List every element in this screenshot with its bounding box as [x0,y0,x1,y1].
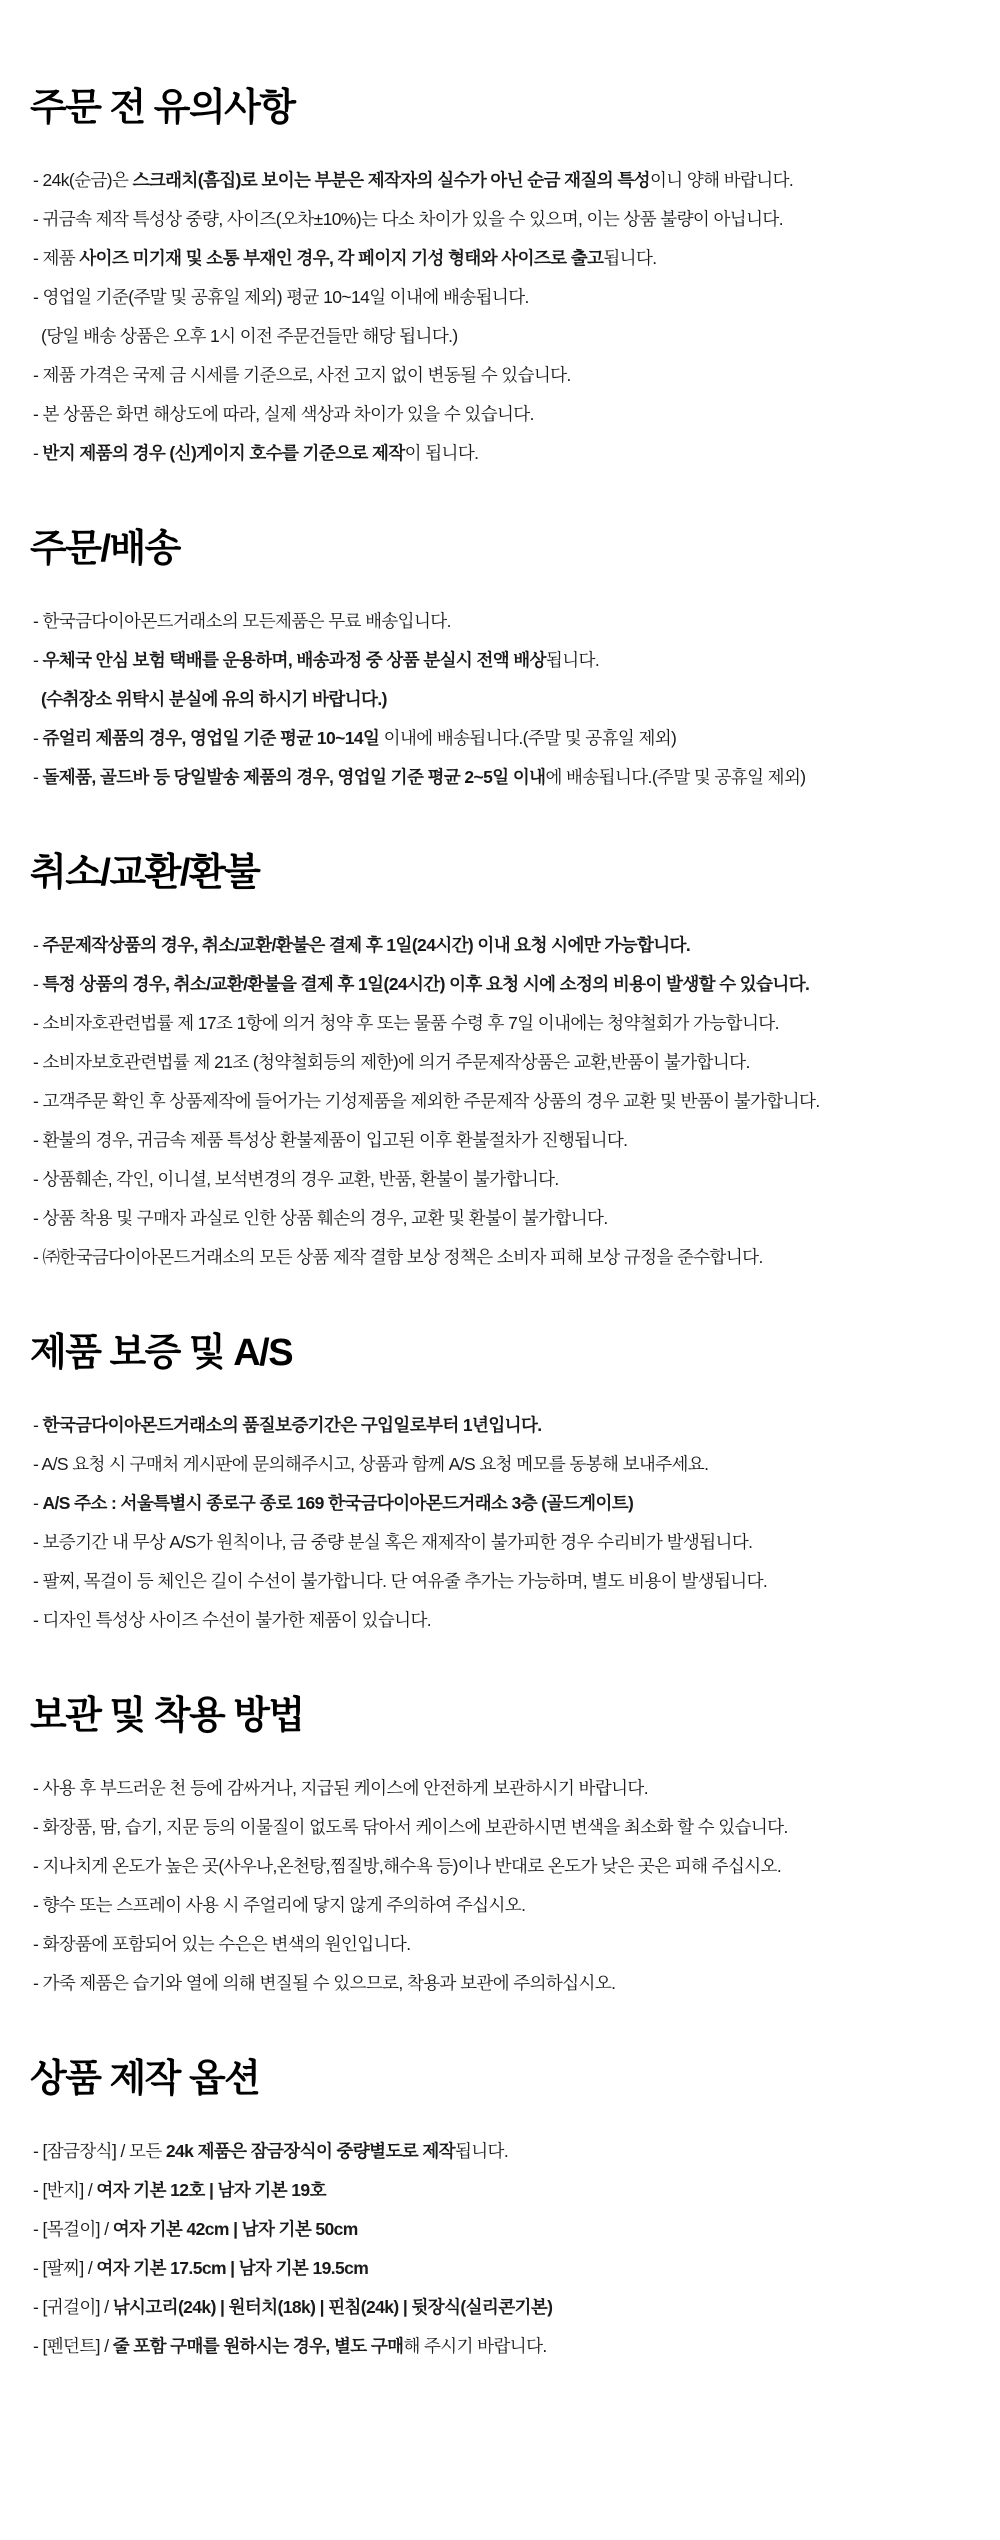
text-run: - A/S 요청 시 구매처 게시판에 문의해주시고, 상품과 함께 A/S 요청 메모를 동봉해 보내주세요. [33,1454,709,1474]
text-run: - 팔찌, 목걸이 등 체인은 길이 수선이 불가합니다. 단 여유줄 추가는 가능하며, 별도 비용이 발생됩니다. [33,1571,768,1591]
text-run: - [33,1493,43,1513]
notice-line [33,1206,980,1230]
notice-line [33,1932,980,1956]
notice-line [33,2178,980,2202]
emphasized-text-run: 쥬얼리 제품의 경우, 영업일 기준 평균 10~14일 [42,728,380,748]
notice-line [33,1893,980,1917]
text-run: - 상품훼손, 각인, 이니셜, 보석변경의 경우 교환, 반품, 환불이 불가합니다. [33,1169,559,1189]
notice-line [33,363,980,387]
notice-line [33,609,980,633]
text-run: - 사용 후 부드러운 천 등에 감싸거나, 지급된 케이스에 안전하게 보관하시기 바랍니다. [33,1778,649,1798]
notice-line [33,1128,980,1152]
text-run: (당일 배송 상품은 오후 1시 이전 주문건들만 해당 됩니다.) [41,326,458,346]
text-run: - 보증기간 내 무상 A/S가 원칙이나, 금 중량 분실 혹은 재제작이 불가피한 경우 수리비가 발생됩니다. [33,1532,753,1552]
notice-section-pre-order-notes [30,86,980,465]
notice-sections-root [30,86,980,2358]
text-run: 이 됩니다. [404,443,479,463]
text-run: - 환불의 경우, 귀금속 제품 특성상 환불제품이 입고된 이후 환불절차가 진행됩니다. [33,1130,628,1150]
text-run: 에 배송됩니다.(주말 및 공휴일 제외) [545,767,806,787]
emphasized-text-run: 사이즈 미기재 및 소통 부재인 경우, 각 페이지 기성 형태와 사이즈로 출고 [79,248,604,268]
notice-line [33,285,980,309]
text-run: - [33,650,43,670]
emphasized-text-run: 특정 상품의 경우, 취소/교환/환불을 결제 후 1일(24시간) 이후 요청 시에 소정의 비용이 발생할 수 있습니다. [42,974,810,994]
text-run: - [33,935,43,955]
text-run: 됩니다. [545,650,600,670]
notice-section-product-options [30,2057,980,2358]
notice-line [33,1050,980,1074]
notice-line [33,972,980,996]
notice-line [33,1569,980,1593]
text-run: - 영업일 기준(주말 및 공휴일 제외) 평균 10~14일 이내에 배송됩니다. [33,287,529,307]
notice-line [33,2256,980,2280]
notice-line [33,1245,980,1269]
emphasized-text-run: 여자 기본 17.5cm | 남자 기본 19.5cm [96,2258,369,2278]
notice-line [33,441,980,465]
text-run: 이내에 배송됩니다.(주말 및 공휴일 제외) [379,728,677,748]
text-run: - 화장품, 땀, 습기, 지문 등의 이물질이 없도록 닦아서 케이스에 보관하시면 변색을 최소화 할 수 있습니다. [33,1817,788,1837]
notice-line [33,648,980,672]
text-run: - ㈜한국금다이아몬드거래소의 모든 상품 제작 결함 보상 정책은 소비자 피해 보상 규정을 준수합니다. [33,1247,763,1267]
notice-line [33,2139,980,2163]
notice-line [33,1815,980,1839]
notice-line [33,2217,980,2241]
text-run: - 소비자보호관련법률 제 21조 (청약철회등의 제한)에 의거 주문제작상품은 교환,반품이 불가합니다. [33,1052,750,1072]
emphasized-text-run: 주문제작상품의 경우, 취소/교환/환불은 결제 후 1일(24시간) 이내 요청 시에만 가능합니다. [42,935,691,955]
text-run: - [33,443,43,463]
notice-line [33,1413,980,1437]
text-run: 됩니다. [603,248,657,268]
notice-line [33,1011,980,1035]
section-title: 상품 제작 옵션 [30,2058,260,2100]
notice-line [33,1167,980,1191]
emphasized-text-run: 돌제품, 골드바 등 당일발송 제품의 경우, 영업일 기준 평균 2~5일 이내 [42,767,546,787]
notice-line [33,1530,980,1554]
section-title: 보관 및 착용 방법 [30,1695,304,1737]
text-run: - 상품 착용 및 구매자 과실로 인한 상품 훼손의 경우, 교환 및 환불이 불가합니다. [33,1208,608,1228]
text-run: - [귀걸이] / [33,2297,113,2317]
text-run: - [목걸이] / [33,2219,113,2239]
emphasized-text-run: 한국금다이아몬드거래소의 품질보증기간은 구입일로부터 1년입니다. [42,1415,542,1435]
notice-line [33,246,980,270]
emphasized-text-run: 여자 기본 12호 | 남자 기본 19호 [96,2180,326,2200]
notice-section-cancel-exchange-refund [30,851,980,1269]
notice-line [33,1089,980,1113]
text-run: - 24k(순금)은 [33,170,133,190]
text-run: 해 주시기 바랍니다. [403,2336,547,2356]
section-title: 취소/교환/환불 [30,852,260,894]
notice-line [33,1452,980,1476]
emphasized-text-run: 낚시고리(24k) | 원터치(18k) | 핀침(24k) | 뒷장식(실리콘기본) [112,2297,553,2317]
notice-line [33,726,980,750]
text-run: - 한국금다이아몬드거래소의 모든제품은 무료 배송입니다. [33,611,451,631]
notice-section-order-shipping [30,527,980,789]
notice-line [33,765,980,789]
text-run: - [33,1415,43,1435]
emphasized-text-run: 우체국 안심 보험 택배를 운용하며, 배송과정 중 상품 분실시 전액 배상 [42,650,546,670]
text-run: - 지나치게 온도가 높은 곳(사우나,온천탕,찜질방,해수욕 등)이나 반대로 온도가 낮은 곳은 피해 주십시오. [33,1856,782,1876]
notice-line [33,2334,980,2358]
notice-line [33,1854,980,1878]
text-run: - 디자인 특성상 사이즈 수선이 불가한 제품이 있습니다. [33,1610,432,1630]
text-run: 이니 양해 바랍니다. [649,170,794,190]
emphasized-text-run: A/S 주소 : 서울특별시 종로구 종로 169 한국금다이아몬드거래소 3층 (골드게이트) [42,1493,634,1513]
notice-section-warranty-as [30,1331,980,1632]
text-run: - [펜던트] / [33,2336,113,2356]
notice-line [33,1491,980,1515]
emphasized-text-run: (수취장소 위탁시 분실에 유의 하시기 바랍니다.) [41,689,387,709]
text-run: - [반지] / [33,2180,97,2200]
notice-line [33,687,980,711]
text-run: - 고객주문 확인 후 상품제작에 들어가는 기성제품을 제외한 주문제작 상품의 경우 교환 및 반품이 불가합니다. [33,1091,820,1111]
text-run: - 향수 또는 스프레이 사용 시 주얼리에 닿지 않게 주의하여 주십시오. [33,1895,526,1915]
text-run: - 본 상품은 화면 해상도에 따라, 실제 색상과 차이가 있을 수 있습니다. [33,404,534,424]
text-run: - 소비자호관련법률 제 17조 1항에 의거 청약 후 또는 물품 수령 후 7일 이내에는 청약철회가 가능합니다. [33,1013,779,1033]
emphasized-text-run: 24k 제품은 잠금장식이 중량별도로 제작 [165,2141,455,2161]
notice-line [33,402,980,426]
section-title: 주문/배송 [30,528,180,570]
text-run: 됩니다. [454,2141,509,2161]
text-run: - [33,974,43,994]
emphasized-text-run: 줄 포함 구매를 원하시는 경우, 별도 구매 [112,2336,404,2356]
text-run: - [33,767,43,787]
notice-line [33,933,980,957]
notice-line [33,2295,980,2319]
text-run: - 제품 가격은 국제 금 시세를 기준으로, 사전 고지 없이 변동될 수 있습니다. [33,365,571,385]
text-run: - 귀금속 제작 특성상 중량, 사이즈(오차±10%)는 다소 차이가 있을 수 있으며, 이는 상품 불량이 아닙니다. [33,209,783,229]
notice-line [33,1608,980,1632]
section-title: 주문 전 유의사항 [30,87,295,129]
emphasized-text-run: 여자 기본 42cm | 남자 기본 50cm [112,2219,358,2239]
text-run: - 화장품에 포함되어 있는 수은은 변색의 원인입니다. [33,1934,411,1954]
text-run: - 가죽 제품은 습기와 열에 의해 변질될 수 있으므로, 착용과 보관에 주의하십시오. [33,1973,616,1993]
notice-line [33,324,980,348]
notice-section-storage-wearing [30,1694,980,1995]
notice-line [33,168,980,192]
emphasized-text-run: 반지 제품의 경우 (신)게이지 호수를 기준으로 제작 [42,443,405,463]
text-run: - [팔찌] / [33,2258,97,2278]
text-run: - [33,728,43,748]
text-run: - 제품 [33,248,80,268]
text-run: - [잠금장식] / 모든 [33,2141,166,2161]
notice-line [33,1776,980,1800]
notice-line [33,207,980,231]
section-title: 제품 보증 및 A/S [30,1332,293,1374]
notice-line [33,1971,980,1995]
emphasized-text-run: 스크래치(흠집)로 보이는 부분은 제작자의 실수가 아닌 순금 재질의 특성 [132,170,650,190]
